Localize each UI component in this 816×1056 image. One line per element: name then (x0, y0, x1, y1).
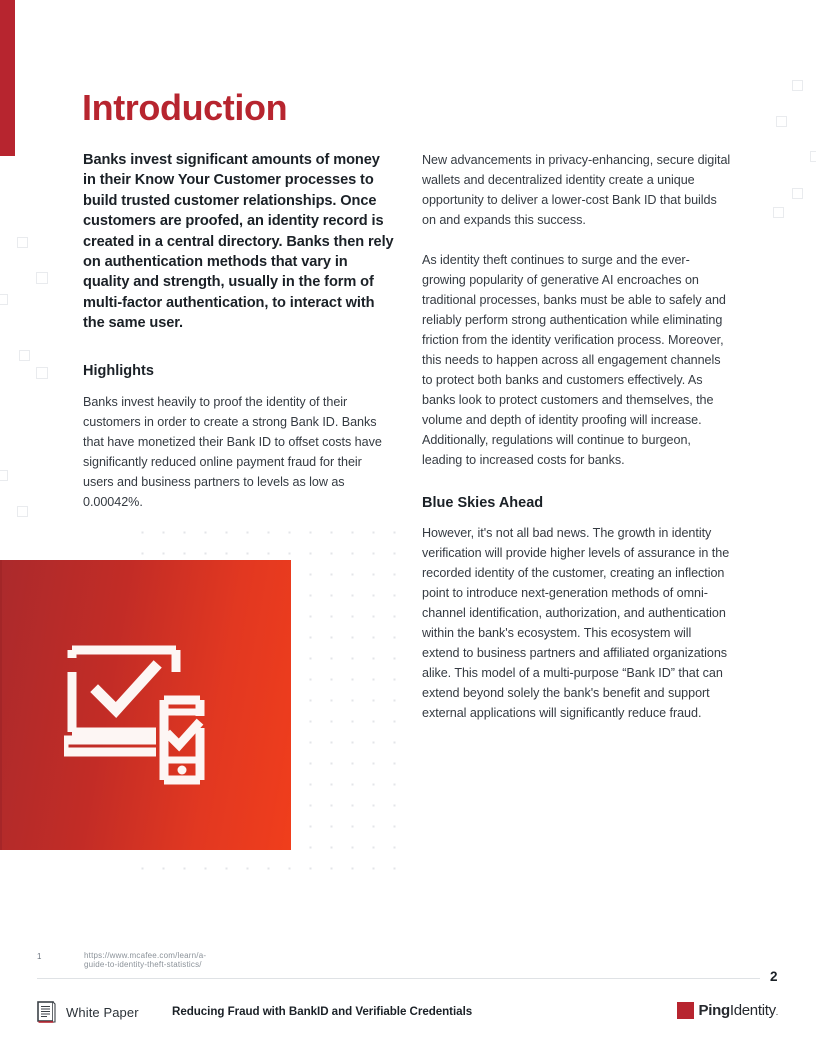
decorative-square (776, 116, 787, 127)
highlights-paragraph: Banks invest heavily to proof the identity of their customers in order to create a strong Bank ID. Banks that have monetized their Bank ID to offset costs have significantly reduced online payment fraud for their users and business partners to levels as low as 0.00042%. (83, 394, 382, 509)
footnote-url-link[interactable]: https://www.mcafee.com/learn/a-guide-to-identity-theft-statistics/ (84, 951, 207, 969)
highlights-heading: Highlights (83, 362, 154, 379)
left-column (83, 150, 395, 512)
illustration-block (0, 560, 291, 850)
page-number: 2 (770, 969, 778, 984)
right-paragraph-2: As identity theft continues to surge and the ever-growing popularity of generative AI encroaches on traditional processes, banks must be able to safely and reliably perform strong authentication while eliminating friction from the identity verification process. Moreover, this needs to happen across all engagement channels to protect both banks and customers effectively. As banks look to protect customers and themselves, the volume and depth of identity proofing will increase. Additionally, regulations will continue to burgeon, leading to increased costs for banks. (422, 253, 726, 467)
laptop-and-mobile-checkmark-icon (64, 636, 236, 788)
ping-identity-logo (677, 1002, 778, 1019)
right-paragraph-1: New advancements in privacy-enhancing, secure digital wallets and decentralized identity create a unique opportunity to deliver a lower-cost Bank ID that builds on and expands this success. (422, 153, 731, 227)
decorative-square (0, 470, 8, 481)
footer-divider (37, 978, 760, 979)
page-title: Introduction (82, 87, 288, 128)
lead-paragraph: Banks invest significant amounts of money in their Know Your Customer processes to build trusted customer relationships. Once customers are proofed, an identity record is created in a central directory. Banks then rely on authentication methods that vary in quality and strength, usually in the form of multi-factor authentication, to interact with the same user. (83, 152, 394, 332)
decorative-square (792, 80, 803, 91)
ping-logo-mark-icon (677, 1002, 694, 1019)
decorative-square (810, 151, 816, 162)
brand-name-light: Identity (729, 1002, 776, 1019)
decorative-square (36, 272, 48, 284)
footnote-number: 1 (37, 952, 42, 961)
accent-bar (0, 0, 15, 156)
right-paragraph-3: However, it's not all bad news. The growth in identity verification will provide higher levels of assurance in the recorded identity of the customer, creating an inflection point to introduce next-generation methods of omni-channel identification, authorization, and authentication within the bank's ecosystem. This ecosystem will extend to business partners and affiliated organizations alike. This model of a multi-purpose “Bank ID” that can extend beyond solely the bank's benefit and support external applications will significantly reduce fraud. (422, 526, 730, 720)
decorative-square (17, 506, 28, 517)
brand-trademark: . (775, 1007, 778, 1017)
brand-name-bold: Ping (698, 1002, 730, 1019)
decorative-square (0, 294, 8, 305)
decorative-square (19, 350, 30, 361)
decorative-square (792, 188, 803, 199)
right-column (422, 150, 732, 723)
illustration-edge-line (0, 560, 2, 850)
decorative-square (36, 367, 48, 379)
blue-skies-heading: Blue Skies Ahead (422, 495, 544, 511)
ping-logo-text (699, 1002, 778, 1019)
footer-doc-type-label: White Paper (66, 1005, 139, 1020)
page-footer (37, 999, 779, 1033)
footer-doc-title: Reducing Fraud with BankID and Verifiable Credentials (172, 1005, 473, 1018)
decorative-square (773, 207, 784, 218)
decorative-square (17, 237, 28, 248)
document-icon (37, 1001, 56, 1024)
